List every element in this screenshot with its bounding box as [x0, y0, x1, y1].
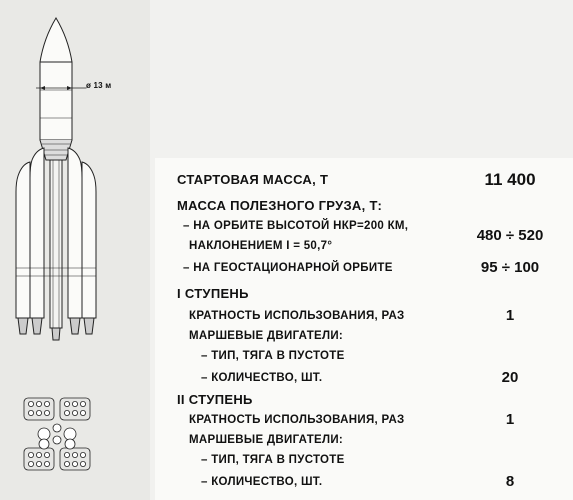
stage2-type-label: – ТИП, ТЯГА В ПУСТОТЕ [201, 454, 345, 466]
stage1-reuse-value: 1 [505, 307, 515, 324]
stage2-count-value: 8 [505, 473, 515, 490]
launch-mass-row [155, 170, 573, 190]
stage1-title: I СТУПЕНЬ [177, 286, 249, 301]
stage2-title: II СТУПЕНЬ [177, 392, 253, 407]
rocket-side-view-drawing [0, 0, 150, 500]
specification-table [155, 158, 573, 500]
rocket-drawing-panel [0, 0, 150, 500]
launch-mass-label: СТАРТОВАЯ МАССА, Т [177, 172, 329, 187]
stage1-type-row [155, 346, 573, 366]
payload-header-row [155, 196, 573, 216]
stage2-count-label: – КОЛИЧЕСТВО, ШТ. [201, 476, 323, 488]
stage1-reuse-row [155, 306, 573, 326]
stage1-count-label: – КОЛИЧЕСТВО, ШТ. [201, 372, 323, 384]
stage1-reuse-label: КРАТНОСТЬ ИСПОЛЬЗОВАНИЯ, РАЗ [189, 310, 405, 322]
geo-payload-value: 95 ÷ 100 [480, 259, 540, 276]
stage2-title-row [155, 390, 573, 410]
leo-payload-value: 480 ÷ 520 [476, 227, 544, 244]
stage1-count-value: 20 [501, 369, 519, 386]
stage2-reuse-row [155, 410, 573, 430]
stage2-engines-row [155, 430, 573, 450]
stage2-reuse-value: 1 [505, 411, 515, 428]
stage2-count-row [155, 472, 573, 492]
stage1-title-row [155, 284, 573, 304]
stage2-type-row [155, 450, 573, 470]
stage1-engines-label: МАРШЕВЫЕ ДВИГАТЕЛИ: [189, 330, 344, 342]
leo-orbit-row-2 [155, 227, 573, 256]
diameter-label: ø 13 м [86, 81, 112, 90]
leo-orbit-label-1: – НА ОРБИТЕ ВЫСОТОЙ HКР=200 КМ, [183, 220, 409, 232]
stage2-reuse-label: КРАТНОСТЬ ИСПОЛЬЗОВАНИЯ, РАЗ [189, 414, 405, 426]
geo-orbit-label: – НА ГЕОСТАЦИОНАРНОЙ ОРБИТЕ [183, 262, 393, 274]
launch-mass-value: 11 400 [484, 170, 536, 189]
geo-orbit-row [155, 258, 573, 278]
stage1-engines-row [155, 326, 573, 346]
stage1-count-row [155, 368, 573, 388]
stage2-engines-label: МАРШЕВЫЕ ДВИГАТЕЛИ: [189, 434, 344, 446]
leo-orbit-label-2: НАКЛОНЕНИЕМ I = 50,7° [189, 240, 333, 252]
payload-header: МАССА ПОЛЕЗНОГО ГРУЗА, Т: [177, 198, 383, 213]
stage1-type-label: – ТИП, ТЯГА В ПУСТОТЕ [201, 350, 345, 362]
